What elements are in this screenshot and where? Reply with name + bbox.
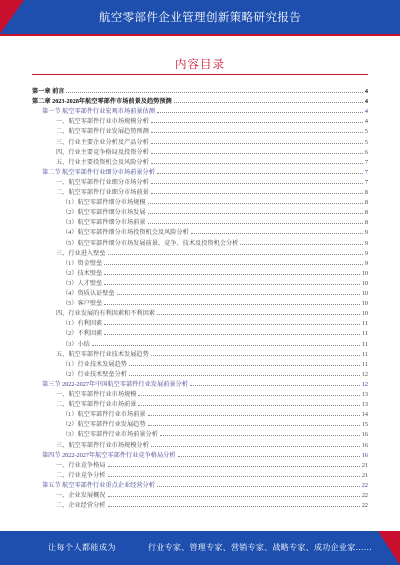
toc-entry-text: 第五节 航空零部件行业重点企业经营分析 <box>42 481 155 489</box>
toc-leader-dots <box>104 264 363 265</box>
toc-entry-text: （2）航空零部件细分市场发展 <box>62 209 146 217</box>
toc-entry[interactable] <box>42 379 368 388</box>
toc-entry[interactable] <box>62 298 368 307</box>
toc-leader-dots <box>108 496 360 497</box>
footer-accent <box>378 531 400 565</box>
toc-entry-text: （3）航空零部件细分市场前景 <box>62 219 146 227</box>
toc-leader-dots <box>190 385 360 386</box>
toc-entry[interactable] <box>42 106 368 115</box>
toc-leader-dots <box>151 355 360 356</box>
toc-entry-page: 4 <box>364 98 368 106</box>
toc-entry-page: 11 <box>362 330 368 338</box>
document-title: 航空零部件企业管理创新策略研究报告 <box>98 10 302 24</box>
toc-entry[interactable] <box>56 147 368 156</box>
toc-entry-page: 10 <box>361 279 368 287</box>
toc-entry-text: （2）行业技术壁垒分析 <box>62 370 127 378</box>
toc-leader-dots <box>129 365 360 366</box>
toc-entry-text: 一、航空零部件行业市场规模分析 <box>56 118 149 126</box>
toc-entry-text: 二、企业经营分析 <box>56 502 106 510</box>
toc-entry-page: 22 <box>361 481 368 489</box>
toc-entry[interactable] <box>62 359 368 368</box>
toc-title: 内容目录 <box>175 57 225 71</box>
toc-entry[interactable] <box>42 450 368 459</box>
toc-entry-text: 一、企业发展概况 <box>56 492 106 499</box>
header-bar <box>0 0 400 34</box>
toc-entry[interactable] <box>56 308 368 317</box>
toc-leader-dots <box>151 193 363 194</box>
toc-entry-page: 9 <box>364 259 368 267</box>
toc-entry[interactable] <box>56 500 368 509</box>
toc-entry-page: 8 <box>364 199 368 207</box>
toc-entry[interactable] <box>62 258 368 267</box>
toc-entry-page: 11 <box>362 340 368 348</box>
toc-leader-dots <box>108 254 363 255</box>
toc-entry[interactable] <box>62 288 368 297</box>
toc-entry-text: 二、航空零部件行业细分市场前景 <box>56 189 149 196</box>
toc-entry-text: 第二章 2023-2028年航空零部件市场前景及趋势预测 <box>32 98 172 106</box>
toc-leader-dots <box>108 476 360 477</box>
toc-entry-page: 5 <box>364 128 368 136</box>
toc-entry[interactable] <box>62 278 368 287</box>
toc-entry-text: 二、航空零部件行业发展趋势预测 <box>56 128 149 136</box>
toc-leader-dots <box>104 304 360 305</box>
toc-entry[interactable] <box>62 339 368 348</box>
toc-entry-text: 第一节 航空零部件行业宏观市场前景估测 <box>42 108 155 116</box>
toc-entry-page: 8 <box>364 219 368 227</box>
toc-entry[interactable] <box>62 429 368 438</box>
toc-leader-dots <box>129 375 360 376</box>
toc-leader-dots <box>157 173 363 174</box>
toc-entry[interactable] <box>56 490 368 499</box>
toc-entry-page: 15 <box>361 421 368 429</box>
toc-entry-page: 21 <box>361 471 368 479</box>
toc-entry-text: （2）航空零部件行业发展趋势 <box>62 421 146 429</box>
toc-leader-dots <box>174 102 363 103</box>
toc-leader-dots <box>92 345 360 346</box>
toc-leader-dots <box>138 395 359 396</box>
toc-entry-text: （1）有利因素 <box>62 320 103 328</box>
toc-leader-dots <box>148 213 363 214</box>
toc-entry-text: （1）行业技术发展趋势 <box>62 360 127 368</box>
toc-entry[interactable] <box>56 440 368 449</box>
toc-entry[interactable] <box>62 207 368 216</box>
toc-entry[interactable] <box>42 167 368 176</box>
footer-slogan-right: 行业专家、管理专家、营销专家、战略专家、成功企业家…… <box>148 543 373 552</box>
toc-leader-dots <box>151 153 363 154</box>
toc-entry-text: （4）航空零部件细分市场投资机会及风险分析 <box>62 229 189 237</box>
toc-title-rule <box>32 74 368 75</box>
toc-entry[interactable] <box>32 86 368 95</box>
toc-entry[interactable] <box>62 328 368 337</box>
toc-leader-dots <box>160 435 360 436</box>
toc-entry[interactable] <box>62 227 368 236</box>
toc-entry-text: 第一章 前言 <box>32 88 65 95</box>
toc-entry-page: 8 <box>364 189 368 196</box>
toc-entry-page: 14 <box>361 411 368 419</box>
toc-entry-page: 6 <box>364 148 368 156</box>
toc-entry[interactable] <box>62 238 368 247</box>
toc-entry-page: 10 <box>361 310 368 318</box>
toc-leader-dots <box>151 143 363 144</box>
toc-entry[interactable] <box>56 137 368 146</box>
toc-entry-text: （3）小结 <box>62 340 90 348</box>
toc-entry[interactable] <box>62 409 368 418</box>
toc-entry-page: 9 <box>364 239 368 247</box>
toc-leader-dots <box>148 425 360 426</box>
toc-entry[interactable] <box>56 157 368 166</box>
toc-entry-page: 16 <box>361 441 368 449</box>
footer-bar <box>0 531 400 565</box>
toc-entry-page: 11 <box>362 360 368 368</box>
toc-entry-text: 第三节 2022-2027年中国航空零部件行业发展前景分析 <box>42 380 188 388</box>
toc-leader-dots <box>108 506 360 507</box>
toc-entry-text: 一、航空零部件行业细分市场分析 <box>56 178 149 186</box>
toc-entry-page: 5 <box>364 138 368 146</box>
toc-leader-dots <box>178 456 360 457</box>
toc-leader-dots <box>148 415 360 416</box>
toc-entry-page: 11 <box>362 350 368 358</box>
toc-entry[interactable] <box>56 187 368 196</box>
toc-entry-page: 7 <box>364 158 368 166</box>
toc-leader-dots <box>191 233 363 234</box>
toc-entry-text: 第二节 航空零部件行业细分市场前景分析 <box>42 168 155 176</box>
toc-leader-dots <box>151 446 360 447</box>
toc-entry-text: 第四节 2022-2027年航空零部件行业竞争格局分析 <box>42 451 176 459</box>
toc-entry[interactable] <box>56 116 368 125</box>
toc-entry[interactable] <box>56 177 368 186</box>
toc-leader-dots <box>240 244 363 245</box>
toc-entry-text: （4）资质认证壁垒 <box>62 290 115 297</box>
toc-entry-page: 22 <box>361 502 368 510</box>
toc-entry-page: 21 <box>361 461 368 469</box>
toc-entry[interactable] <box>62 369 368 378</box>
toc-leader-dots <box>157 486 360 487</box>
footer-slogan-left: 让每个人都能成为 <box>48 543 116 552</box>
toc-entry[interactable] <box>56 389 368 398</box>
toc-entry-page: 4 <box>364 88 368 95</box>
toc-leader-dots <box>104 274 360 275</box>
toc-leader-dots <box>151 132 363 133</box>
toc-leader-dots <box>108 466 360 467</box>
header-divider <box>0 34 400 36</box>
toc-leader-dots <box>157 112 363 113</box>
toc-entry-page: 13 <box>361 401 368 409</box>
toc-entry-page: 12 <box>361 380 368 388</box>
toc-leader-dots <box>104 284 360 285</box>
toc-entry-page: 12 <box>361 370 368 378</box>
toc-entry-page: 22 <box>361 492 368 499</box>
toc-entry-text: （5）客户壁垒 <box>62 300 103 308</box>
toc-leader-dots <box>151 183 363 184</box>
toc-entry-page: 11 <box>362 320 368 328</box>
toc-leader-dots <box>66 92 362 93</box>
toc-entry-page: 10 <box>361 269 368 277</box>
toc-entry-text: （1）航空零部件细分市场规模 <box>62 199 146 207</box>
toc-entry-text: （1）航空零部件行业市场前景 <box>62 411 146 419</box>
toc-entry[interactable] <box>62 197 368 206</box>
toc-leader-dots <box>117 294 360 295</box>
toc-leader-dots <box>148 223 363 224</box>
toc-entry-page: 13 <box>361 391 368 398</box>
toc-leader-dots <box>138 405 359 406</box>
toc-entry-page: 10 <box>361 300 368 308</box>
toc-entry-text: （1）资金壁垒 <box>62 259 103 267</box>
toc-entry[interactable] <box>62 318 368 327</box>
toc-entry-page: 16 <box>361 451 368 459</box>
toc-entry-text: 二、航空零部件行业市场前景 <box>56 401 137 409</box>
toc-entry-text: 三、航空零部件行业市场规模分析 <box>56 441 149 449</box>
toc-entry-text: 三、行业进入壁垒 <box>56 249 106 257</box>
toc-leader-dots <box>148 203 363 204</box>
toc-entry-text: 二、行业竞争分析 <box>56 471 106 479</box>
toc-entry[interactable] <box>62 217 368 226</box>
toc-entry[interactable] <box>42 480 368 489</box>
toc-leader-dots <box>151 163 363 164</box>
toc-entry[interactable] <box>62 419 368 428</box>
toc-entry[interactable] <box>56 399 368 408</box>
toc-entry-text: （5）航空零部件细分市场发展前景、竞争、技术及投资机会分析 <box>62 239 239 247</box>
toc-leader-dots <box>104 334 360 335</box>
toc-entry-page: 16 <box>361 431 368 439</box>
toc-entry-page: 9 <box>364 249 368 257</box>
toc-entry-text: （3）人才壁垒 <box>62 279 103 287</box>
toc-entry[interactable] <box>56 126 368 135</box>
toc-entry[interactable] <box>62 268 368 277</box>
toc-entry-text: 四、行业主要竞争格局及投资分析 <box>56 148 149 156</box>
toc-entry-text: 三、行业主要企业分析及产品分析 <box>56 138 149 146</box>
toc-entry[interactable] <box>56 248 368 257</box>
toc-entry-page: 8 <box>364 209 368 217</box>
toc-entry[interactable] <box>32 96 368 105</box>
toc-entry-text: 五、航空零部件行业技术发展趋势 <box>56 350 149 358</box>
toc-entry[interactable] <box>56 470 368 479</box>
toc-entry-text: 四、行业发展的有利因素和不利因素 <box>56 310 155 318</box>
toc-entry-page: 7 <box>364 178 368 186</box>
toc-entry-page: 9 <box>364 229 368 237</box>
toc-leader-dots <box>157 314 360 315</box>
toc-entry-page: 4 <box>364 118 368 126</box>
toc-entry-text: 一、航空零部件行业市场规模 <box>56 391 137 398</box>
toc-entry[interactable] <box>56 349 368 358</box>
toc-entry-page: 10 <box>361 290 368 297</box>
toc-entry-page: 7 <box>364 168 368 176</box>
toc-entry-text: 一、行业竞争格局 <box>56 461 106 469</box>
toc-entry-text: （3）航空零部件行业市场前景分析 <box>62 431 158 439</box>
toc-entry[interactable] <box>56 460 368 469</box>
toc-leader-dots <box>104 324 360 325</box>
toc-entry-page: 4 <box>364 108 368 116</box>
toc-entry-text: 五、行业主要投资机会及风险分析 <box>56 158 149 166</box>
toc-leader-dots <box>151 122 363 123</box>
toc-entry-text: （2）技术壁垒 <box>62 269 103 277</box>
toc-entry-text: （2）不利因素 <box>62 330 103 338</box>
